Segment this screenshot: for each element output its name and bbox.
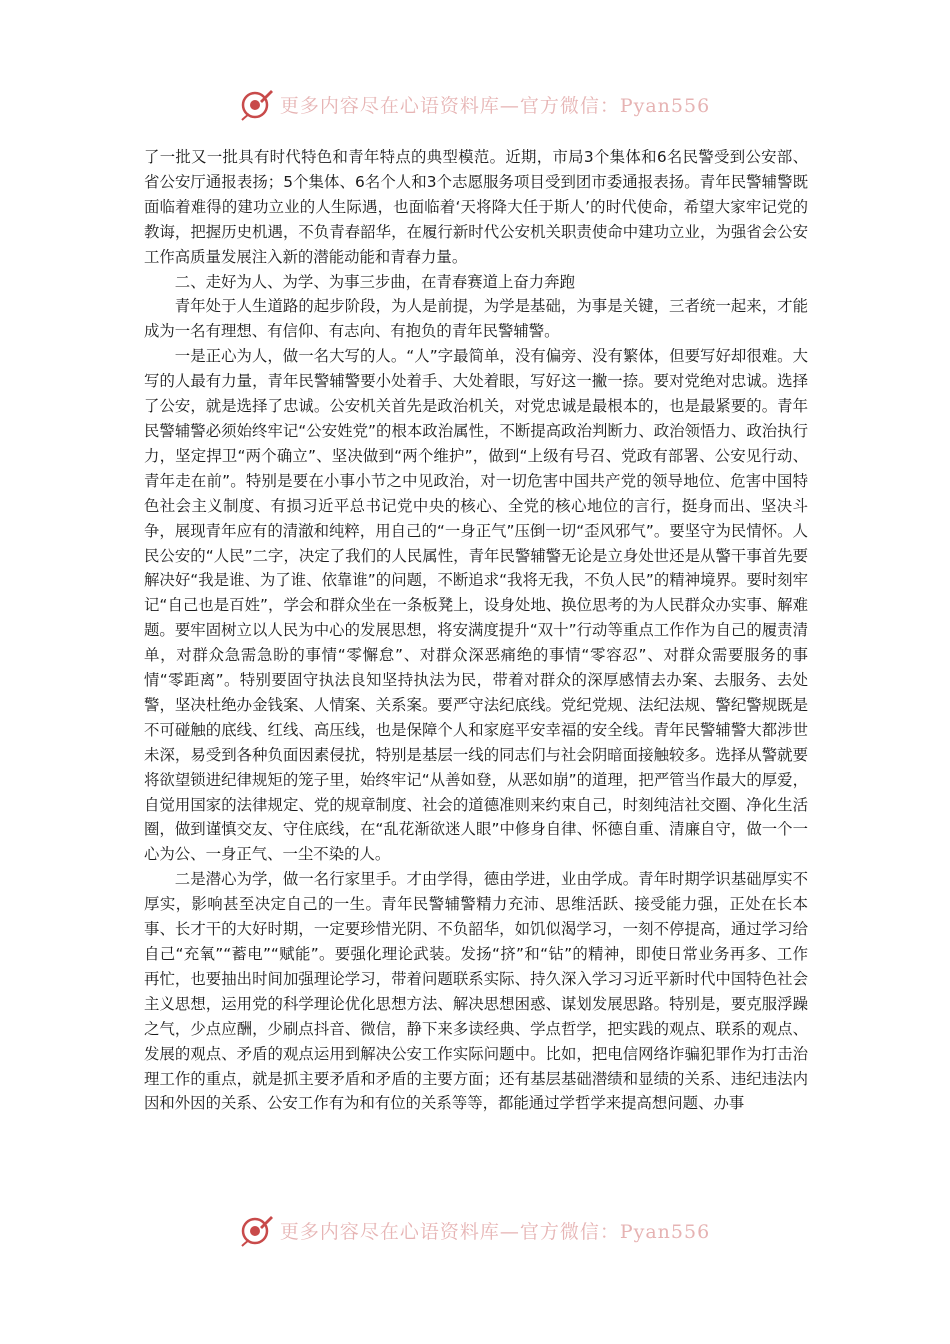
watermark-text: 更多内容尽在心语资料库—官方微信：Pyan556 — [279, 1220, 711, 1243]
paragraph-point-one: 一是正心为人，做一名大写的人。“人”字最简单，没有偏旁、没有繁体，但要写好却很难。大写的人最有力量，青年民警辅警要小处着手、大处着眼，写好这一撇一捺。要对党绝对忠诚。选择了公安，就是选择了忠诚。公安机关首先是政治机关，对党忠诚是最根本的，也是最紧要的。青年民警辅警必须始终牢记“公安姓党”的根本政治属性，不断提高政治判断力、政治领悟力、政治执行力，坚定捍卫“两个确立”、坚决做到“两个维护”，做到“上级有号召、党政有部署、公安见行动、青年走在前”。特别是要在小事小节之中见政治，对一切危害中国共产党的领导地位、危害中国特色社会主义制度、有损习近平总书记党中央的核心、全党的核心地位的言行，挺身而出、坚决斗争，展现青年应有的清澈和纯粹，用自己的“一身正气”压倒一切“歪风邪气”。要坚守为民情怀。人民公安的“人民”二字，决定了我们的人民属性，青年民警辅警无论是立身处世还是从警干事首先要解决好“我是谁、为了谁、依靠谁”的问题，不断追求“我将无我，不负人民”的精神境界。要时刻牢记“自己也是百姓”，学会和群众坐在一条板凳上，设身处地、换位思考的为人民群众办实事、解难题。要牢固树立以人民为中心的发展思想，将安满度提升“双十”行动等重点工作作为自己的履责清单，对群众急需急盼的事情“零懈怠”、对群众深恶痛绝的事情“零容忍”、对群众需要服务的事情“零距离”。特别要固守执法良知坚持执法为民，带着对群众的深厚感情去办案、去服务、去处警，坚决杜绝办金钱案、人情案、关系案。要严守法纪底线。党纪党规、法纪法规、警纪警规既是不可碰触的底线、红线、高压线，也是保障个人和家庭平安幸福的安全线。青年民警辅警大都涉世未深，易受到各种负面因素侵扰，特别是基层一线的同志们与社会阴暗面接触较多。选择从警就要将欲望锁进纪律规矩的笼子里，始终牢记“从善如登，从恶如崩”的道理，把严管当作最大的厚爱，自觉用国家的法律规定、党的规章制度、社会的道德准则来约束自己，时刻纯洁社交圈、净化生活圈，做到谨慎交友、守住底线，在“乱花渐欲迷人眼”中修身自律、怀德自重、清廉自守，做一个一心为公、一身正气、一尘不染的人。 — [144, 347, 808, 864]
pen-circle-logo-icon — [240, 1213, 274, 1247]
paragraph-intro: 了一批又一批具有时代特色和青年特点的典型模范。近期，市局3个集体和6名民警受到公安部、省公安厅通报表扬；5个集体、6名个人和3个志愿服务项目受到团市委通报表扬。青年民警辅警既面临着难得的建功立业的人生际遇，也面临着‘天将降大任于斯人’的时代使命，希望大家牢记党的教诲，把握历史机遇，不负青春韶华，在履行新时代公安机关职责使命中建功立业，为强省会公安工作高质量发展注入新的潜能动能和青春力量。 — [144, 148, 808, 266]
header-watermark — [0, 84, 950, 124]
section-heading: 二、走好为人、为学、为事三步曲，在青春赛道上奋力奔跑 — [174, 272, 575, 291]
paragraph-overview: 青年处于人生道路的起步阶段，为人是前提，为学是基础，为事是关键，三者统一起来，才能成为一名有理想、有信仰、有志向、有抱负的青年民警辅警。 — [144, 297, 808, 341]
pen-circle-logo-icon — [240, 87, 274, 121]
footer-watermark — [0, 1210, 950, 1250]
document-body — [144, 145, 808, 1116]
paragraph-point-two: 二是潜心为学，做一名行家里手。才由学得，德由学进，业由学成。青年时期学识基础厚实不厚实，影响甚至决定自己的一生。青年民警辅警精力充沛、思维活跃、接受能力强，正处在长本事、长才干的大好时期，一定要珍惜光阴、不负韶华，如饥似渴学习，一刻不停提高，通过学习给自己“充氧”“蓄电”“赋能”。要强化理论武装。发扬“挤”和“钻”的精神，即使日常业务再多、工作再忙，也要抽出时间加强理论学习，带着问题联系实际、持久深入学习习近平新时代中国特色社会主义思想，运用党的科学理论优化思想方法、解决思想困惑、谋划发展思路。特别是，要克服浮躁之气，少点应酬，少刷点抖音、微信，静下来多读经典、学点哲学，把实践的观点、联系的观点、发展的观点、矛盾的观点运用到解决公安工作实际问题中。比如，把电信网络诈骗犯罪作为打击治理工作的重点，就是抓主要矛盾和矛盾的主要方面；还有基层基础潜绩和显绩的关系、违纪违法内因和外因的关系、公安工作有为和有位的关系等等，都能通过学哲学来提高想问题、办事 — [144, 870, 808, 1113]
watermark-text: 更多内容尽在心语资料库—官方微信：Pyan556 — [279, 94, 711, 117]
